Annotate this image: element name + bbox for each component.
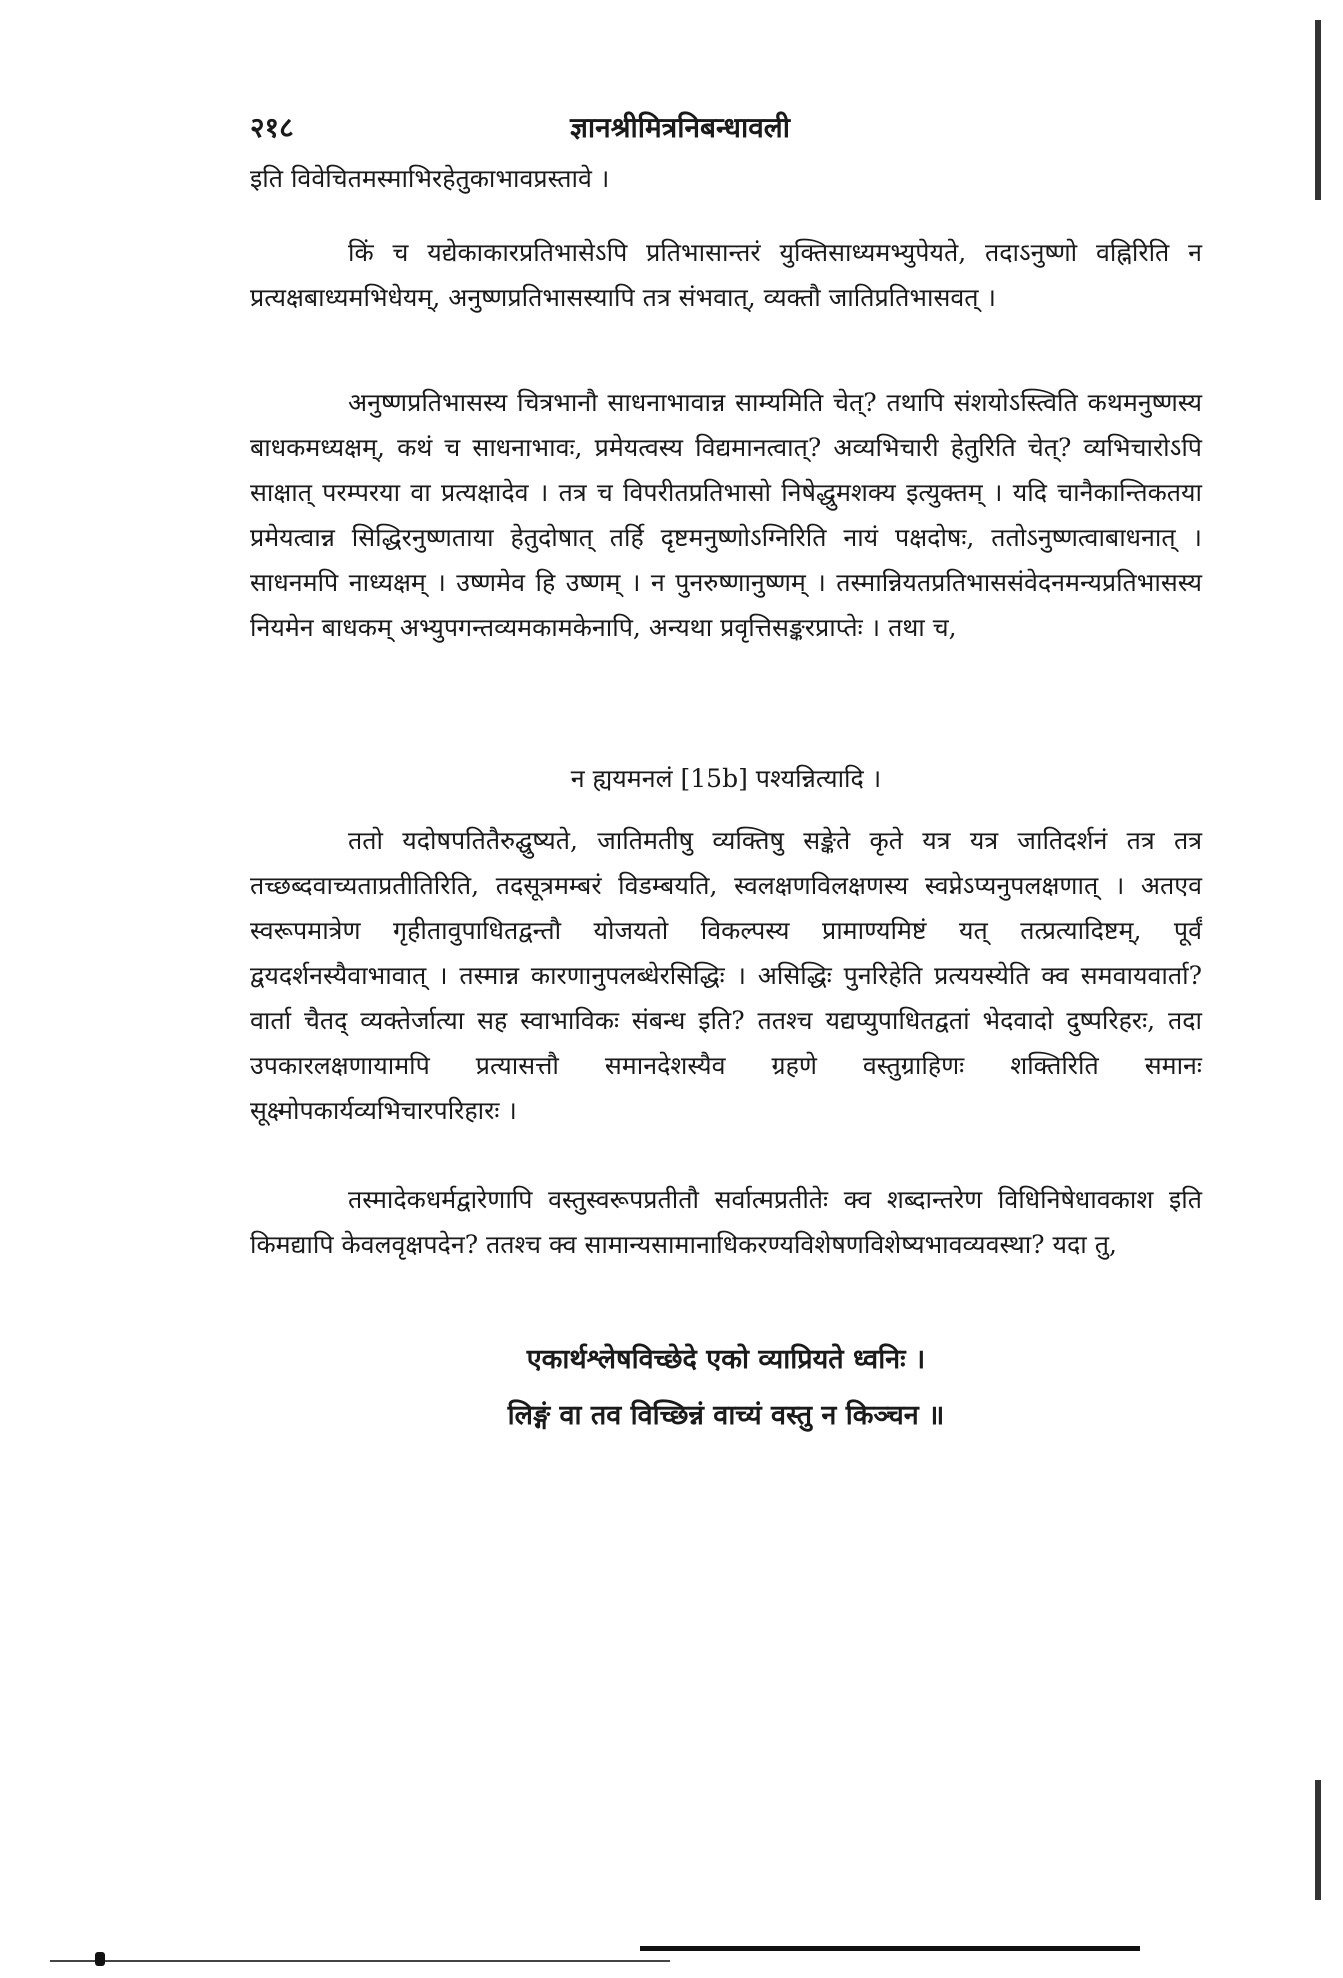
paragraph-2 bbox=[250, 230, 1202, 320]
page-number: २१८ bbox=[250, 111, 294, 144]
scan-mark bbox=[95, 1952, 105, 1966]
page-header bbox=[250, 108, 1110, 148]
scan-edge-mark-top bbox=[1315, 20, 1321, 200]
paragraph-5 bbox=[250, 1177, 1202, 1267]
paragraph-3 bbox=[250, 380, 1202, 650]
verse-line-2: लिङ्गं वा तव विच्छिन्नं वाच्यं वस्तु न किञ्चन ॥ bbox=[507, 1400, 945, 1431]
paragraph-4 bbox=[250, 818, 1202, 1133]
paragraph-text: इति विवेचितमस्माभिरहेतुकाभावप्रस्तावे । bbox=[250, 164, 610, 193]
paragraph-intro bbox=[250, 156, 1202, 201]
verse-block bbox=[250, 1332, 1202, 1444]
paragraph-text: अनुष्णप्रतिभासस्य चित्रभानौ साधनाभावान्न साम्यमिति चेत्? तथापि संशयोऽस्त्विति कथमनुष्णस्य बाधकमध्यक्षम्, कथं च साधनाभावः, प्रमेयत्वस्य विद्यमानत्वात्? अव्यभिचारी हेतुरिति चेत्? व्यभिचारोऽपि साक्षात् परम्परया वा प्रत्यक्षादेव । तत्र च विपरीतप्रतिभासो निषेद्धुमशक्य इत्युक्तम् । यदि चानैकान्तिकतया प्रमेयत्वान्न सिद्धिरनुष्णताया हेतुदोषात् तर्हि दृष्टमनुष्णोऽग्निरिति नायं पक्षदोषः, ततोऽनुष्णत्वाबाधनात् । साधनमपि नाध्यक्षम् । उष्णमेव हि उष्णम् । न पुनरुष्णानुष्णम् । तस्मान्नियतप्रतिभाससंवेदनमन्यप्रतिभासस्य नियमेन बाधकम् अभ्युपगन्तव्यमकामकेनापि, अन्यथा प्रवृत्तिसङ्करप्राप्तेः । तथा च, bbox=[250, 388, 1202, 642]
paragraph-text: तस्मादेकधर्मद्वारेणापि वस्तुस्वरूपप्रतीतौ सर्वात्मप्रतीतेः क्व शब्दान्तरेण विधिनिषेधावकाश इति किमद्यापि केवलवृक्षपदेन? ततश्च क्व सामान्यसामानाधिकरण्यविशेषणविशेष्यभावव्यवस्था? यदा तु, bbox=[250, 1185, 1202, 1259]
paragraph-text: किं च यद्येकाकारप्रतिभासेऽपि प्रतिभासान्तरं युक्तिसाध्यमभ्युपेयते, तदाऽनुष्णो वह्निरिति न प्रत्यक्षबाध्यमभिधेयम्, अनुष्णप्रतिभासस्यापि तत्र संभवात्, व्यक्तौ जातिप्रतिभासवत् । bbox=[250, 238, 1202, 312]
footer-rule-thick bbox=[640, 1946, 1140, 1951]
footer-rule-thin bbox=[50, 1960, 670, 1962]
scan-edge-mark-bottom bbox=[1315, 1780, 1321, 1900]
paragraph-text: ततो यदोषपतितैरुद्घुष्यते, जातिमतीषु व्यक्तिषु सङ्केते कृते यत्र यत्र जातिदर्शनं तत्र तत्र तच्छब्दवाच्यताप्रतीतिरिति, तदसूत्रमम्बरं विडम्बयति, स्वलक्षणविलक्षणस्य स्वप्नेऽप्यनुपलक्षणात् । अतएव स्वरूपमात्रेण गृहीतावुपाधितद्वन्तौ योजयतो विकल्पस्य प्रामाण्यमिष्टं यत् तत्प्रत्यादिष्टम्, पूर्वं द्वयदर्शनस्यैवाभावात् । तस्मान्न कारणानुपलब्धेरसिद्धिः । असिद्धिः पुनरिहेति प्रत्ययस्येति क्व समवायवार्ता? वार्ता चैतद् व्यक्तेर्जात्या सह स्वाभाविकः संबन्ध इति? ततश्च यद्यप्युपाधितद्वतां भेदवादो दुष्परिहरः, तदा उपकारलक्षणायामपि प्रत्यासत्तौ समानदेशस्यैव ग्रहणे वस्तुग्राहिणः शक्तिरिति समानः सूक्ष्मोपकार्यव्यभिचारपरिहारः । bbox=[250, 826, 1202, 1125]
running-title: ज्ञानश्रीमित्रनिबन्धावली bbox=[569, 111, 791, 144]
verse-line-1: एकार्थश्लेषविच्छेदे एको व्याप्रियते ध्वनिः । bbox=[526, 1344, 926, 1375]
citation-line: न ह्ययमनलं [15b] पश्यन्नित्यादि । bbox=[570, 764, 882, 793]
